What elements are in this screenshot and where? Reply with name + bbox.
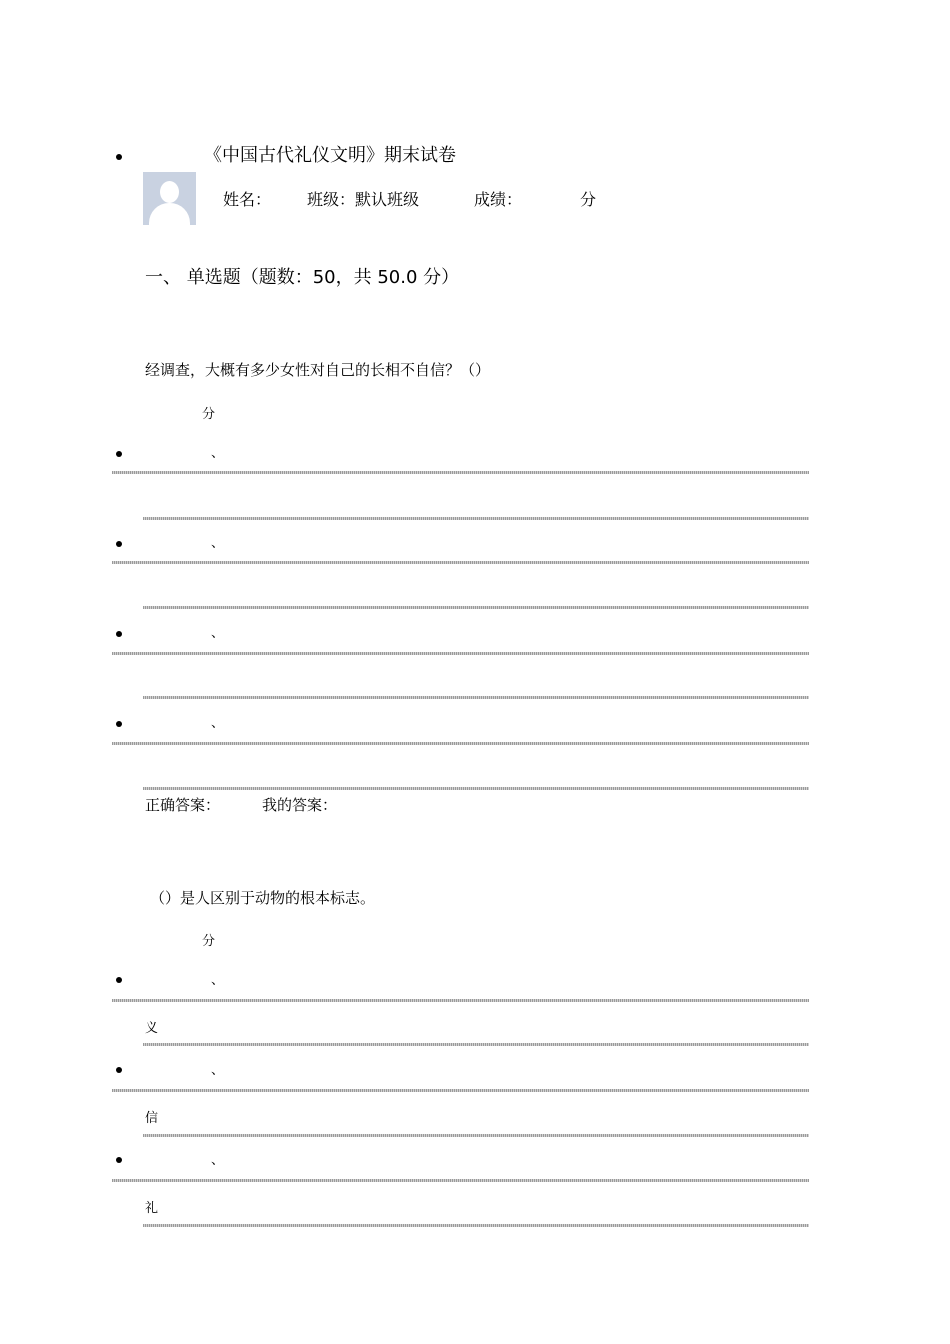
q2-option-a-text[interactable]: 义 <box>145 1021 159 1036</box>
q1-option-a-rule-bottom <box>143 517 809 520</box>
q2-option-c-rule-top <box>112 1179 809 1182</box>
q1-option-c-bullet[interactable] <box>116 631 122 637</box>
avatar-body-icon <box>149 203 190 225</box>
q2-option-b-mark: 、 <box>211 1063 225 1078</box>
my-answer-label: 我的答案： <box>262 796 338 814</box>
question-1-text: 经调查，大概有多少女性对自己的长相不自信？（） <box>145 361 491 379</box>
question-1-points: 分 <box>202 407 216 422</box>
q1-option-d-rule-bottom <box>143 787 809 790</box>
exam-title: 《中国古代礼仪文明》期末试卷 <box>204 145 456 166</box>
q2-option-b-bullet[interactable] <box>116 1067 122 1073</box>
q2-option-b-rule-bottom <box>143 1134 809 1137</box>
q1-option-c-rule-bottom <box>143 696 809 699</box>
q1-option-b-mark: 、 <box>211 536 225 551</box>
q1-option-c-rule-top <box>112 652 809 655</box>
q1-option-b-rule-top <box>112 561 809 564</box>
class-label: 班级：默认班级 <box>307 190 420 209</box>
q2-option-a-rule-bottom <box>143 1043 809 1046</box>
q2-option-c-bullet[interactable] <box>116 1157 122 1163</box>
score-label: 成绩： <box>474 190 523 209</box>
q2-option-a-bullet[interactable] <box>116 977 122 983</box>
name-label: 姓名： <box>223 190 272 209</box>
q2-option-a-rule-top <box>112 999 809 1002</box>
question-2-points: 分 <box>202 934 216 949</box>
q2-option-b-text[interactable]: 信 <box>145 1111 159 1126</box>
correct-answer-label: 正确答案： <box>145 796 221 814</box>
q2-option-a-mark: 、 <box>211 973 225 988</box>
question-2-text: （）是人区别于动物的根本标志。 <box>150 889 376 907</box>
q1-option-c-mark: 、 <box>211 626 225 641</box>
title-bullet <box>116 154 122 160</box>
q1-option-b-bullet[interactable] <box>116 541 122 547</box>
avatar <box>143 172 196 225</box>
q1-option-a-rule-top <box>112 471 809 474</box>
q2-option-c-rule-bottom <box>143 1224 809 1227</box>
q1-option-b-rule-bottom <box>143 606 809 609</box>
q2-option-c-text[interactable]: 礼 <box>145 1201 159 1216</box>
q1-option-a-mark: 、 <box>211 446 225 461</box>
q2-option-c-mark: 、 <box>211 1153 225 1168</box>
q1-option-d-mark: 、 <box>211 716 225 731</box>
q1-option-d-bullet[interactable] <box>116 721 122 727</box>
q1-option-a-bullet[interactable] <box>116 451 122 457</box>
section-heading: 一、 单选题（题数：50，共 50.0 分） <box>145 267 460 288</box>
q1-option-d-rule-top <box>112 742 809 745</box>
avatar-head-icon <box>160 181 179 203</box>
score-unit: 分 <box>580 190 597 209</box>
q2-option-b-rule-top <box>112 1089 809 1092</box>
